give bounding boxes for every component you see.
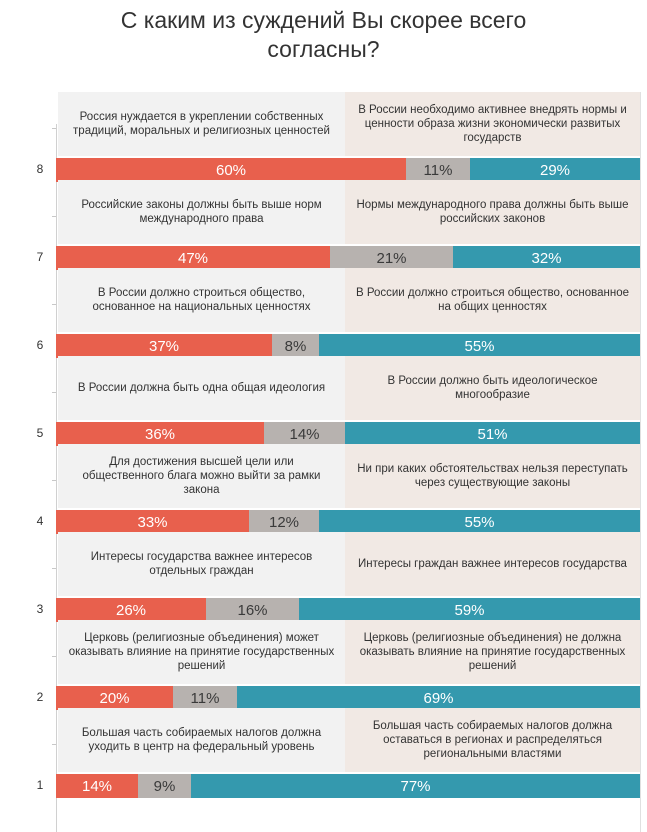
row-number-4: 4 [36,514,44,528]
statement-left-5: В России должна быть одна общая идеология [58,356,345,420]
bar-segment-agree-7: 47% [56,246,330,270]
axis-tick [52,568,56,569]
bar-row-5 [56,422,640,446]
row-7 [0,180,647,268]
bar-segment-neutral-5: 14% [264,422,345,446]
bar-row-6 [56,334,640,358]
statement-left-7: Российские законы должны быть выше норм международного права [58,180,345,244]
bar-segment-neutral-1: 9% [138,774,191,798]
bar-segment-disagree-4: 55% [319,510,640,534]
statement-left-2: Церковь (религиозные объединения) может оказывать влияние на принятие государственных решений [58,620,345,684]
statement-right-3: Интересы граждан важнее интересов государства [345,532,640,596]
bar-segment-disagree-1: 77% [191,774,640,798]
row-number-5: 5 [36,426,44,440]
bar-segment-agree-4: 33% [56,510,249,534]
bar-segment-neutral-6: 8% [272,334,319,358]
statement-right-7: Нормы международного права должны быть выше российских законов [345,180,640,244]
row-8 [0,92,647,180]
bar-segment-neutral-3: 16% [206,598,299,622]
statement-right-6: В России должно строиться общество, основанное на общих ценностях [345,268,640,332]
statement-right-4: Ни при каких обстоятельствах нельзя переступать через существующие законы [345,444,640,508]
bar-segment-agree-2: 20% [56,686,173,710]
axis-tick [52,216,56,217]
row-5 [0,356,647,444]
row-6 [0,268,647,356]
bar-segment-neutral-7: 21% [330,246,453,270]
statement-right-8: В России необходимо активнее внедрять нормы и ценности образа жизни экономически развитых государств [345,92,640,156]
bar-segment-neutral-2: 11% [173,686,237,710]
bar-segment-agree-3: 26% [56,598,206,622]
statement-left-1: Большая часть собираемых налогов должна уходить в центр на федеральный уровень [58,708,345,772]
bar-segment-agree-8: 60% [56,158,406,182]
bar-segment-agree-1: 14% [56,774,138,798]
bar-segment-disagree-8: 29% [470,158,640,182]
bar-row-7 [56,246,640,270]
bar-segment-disagree-2: 69% [237,686,640,710]
axis-tick [52,392,56,393]
bar-row-2 [56,686,640,710]
axis-tick [52,656,56,657]
bar-segment-disagree-7: 32% [453,246,640,270]
row-number-2: 2 [36,690,44,704]
statement-left-3: Интересы государства важнее интересов отдельных граждан [58,532,345,596]
row-number-1: 1 [36,778,44,792]
row-3 [0,532,647,620]
bar-row-4 [56,510,640,534]
chart-title-line-1: С каким из суждений Вы скорее всего [120,7,527,33]
bar-segment-neutral-4: 12% [249,510,319,534]
row-4 [0,444,647,532]
statement-right-2: Церковь (религиозные объединения) не должна оказывать влияние на принятие государственных решений [345,620,640,684]
axis-tick [52,744,56,745]
bar-row-1 [56,774,640,798]
bar-segment-agree-5: 36% [56,422,264,446]
bar-segment-agree-6: 37% [56,334,272,358]
row-number-3: 3 [36,602,44,616]
bar-segment-disagree-3: 59% [299,598,640,622]
chart-title-line-2: согласны? [267,36,380,62]
row-1 [0,708,647,796]
row-number-7: 7 [36,250,44,264]
statement-left-4: Для достижения высшей цели или общественного блага можно выйти за рамки закона [58,444,345,508]
axis-tick [52,304,56,305]
bar-row-8 [56,158,640,182]
bar-segment-neutral-8: 11% [406,158,470,182]
statement-left-8: Россия нуждается в укреплении собственных традиций, моральных и религиозных ценностей [58,92,345,156]
bar-segment-disagree-5: 51% [345,422,640,446]
statement-right-1: Большая часть собираемых налогов должна оставаться в регионах и распределяться региональными властями [345,708,640,772]
row-number-6: 6 [36,338,44,352]
row-number-8: 8 [36,162,44,176]
row-2 [0,620,647,708]
axis-tick [52,480,56,481]
bar-segment-disagree-6: 55% [319,334,640,358]
statement-right-5: В России должно быть идеологическое многообразие [345,356,640,420]
bar-row-3 [56,598,640,622]
statement-left-6: В России должно строиться общество, основанное на национальных ценностях [58,268,345,332]
axis-tick [52,128,56,129]
